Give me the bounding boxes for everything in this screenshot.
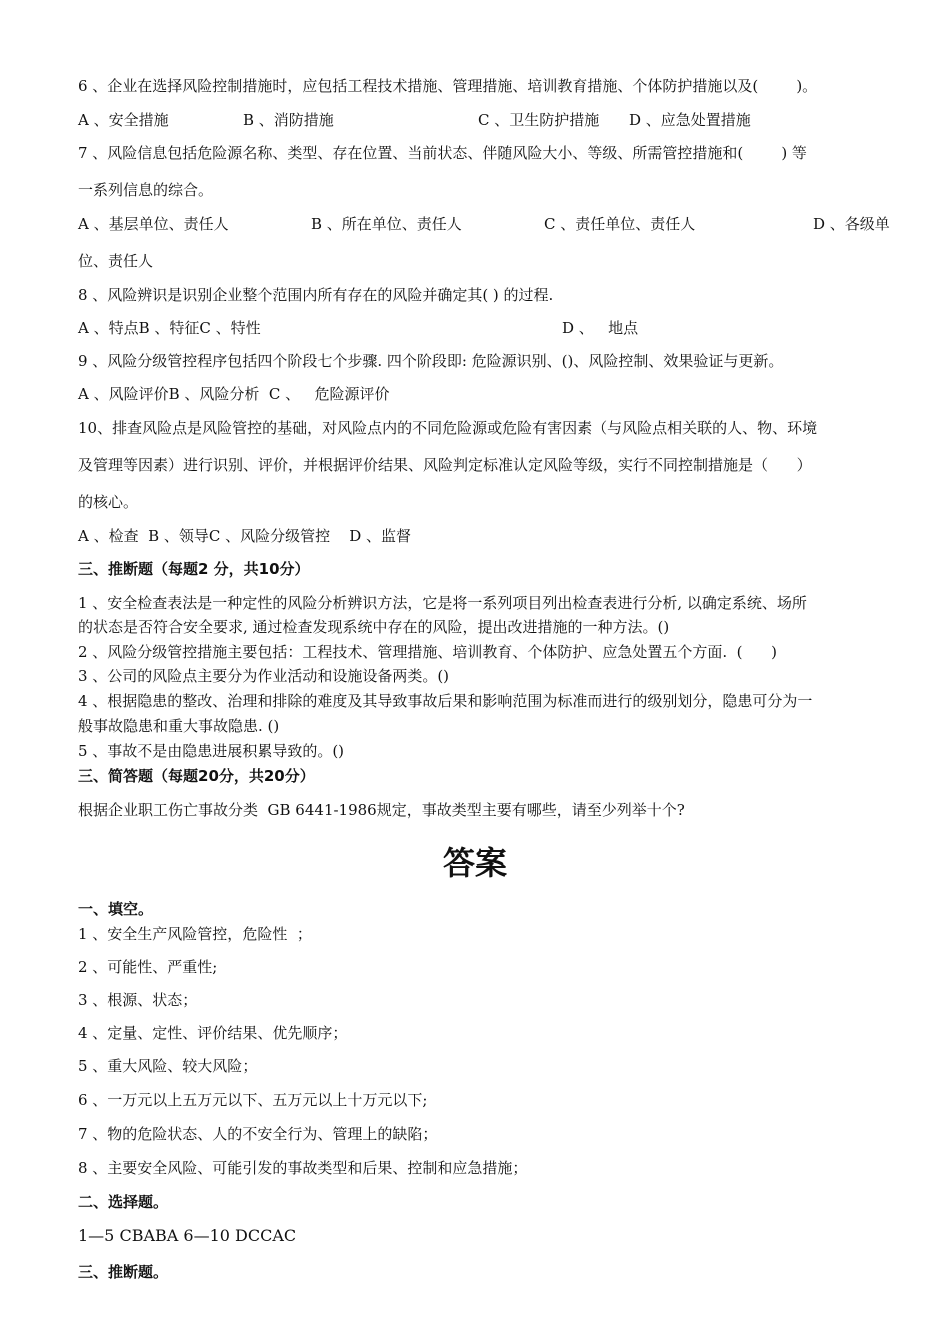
q9-options: A 、风险评价B 、风险分析 C 、 危险源评价 — [78, 385, 390, 403]
judgement-item: 2 、风险分级管控措施主要包括：工程技术、管理措施、培训教育、个体防护、应急处置五个方面. ( ) — [78, 643, 777, 661]
short-answer-question: 根据企业职工伤亡事故分类 GB 6441-1986规定，事故类型主要有哪些，请至少列举十个? — [78, 801, 685, 819]
q7-option-d: D 、各级单 — [813, 215, 890, 233]
fill-answers-heading: 一、填空。 — [78, 900, 154, 918]
fill-answer: 4 、定量、定性、评价结果、优先顺序； — [78, 1024, 348, 1042]
q6-option-a: A 、安全措施 — [78, 111, 169, 129]
q6-stem: 6 、企业在选择风险控制措施时，应包括工程技术措施、管理措施、培训教育措施、个体防护措施以及( )。 — [78, 77, 818, 95]
q7-option-d-continued: 位、责任人 — [78, 252, 154, 270]
fill-answer: 1 、安全生产风险管控，危险性 ； — [78, 925, 312, 943]
judgement-item: 的状态是否符合安全要求, 通过检查发现系统中存在的风险，提出改进措施的一种方法。() — [78, 618, 670, 636]
fill-answer: 3 、根源、状态； — [78, 991, 198, 1009]
q10-stem-line1: 10、排查风险点是风险管控的基础，对风险点内的不同危险源或危险有害因素（与风险点相关联的人、物、环境 — [78, 419, 818, 437]
q6-option-d: D 、应急处置措施 — [629, 111, 751, 129]
q10-stem-line2: 及管理等因素）进行识别、评价，并根据评价结果、风险判定标准认定风险等级，实行不同控制措施是（ ） — [78, 456, 812, 474]
judgement-item: 5 、事故不是由隐患进展积累导致的。() — [78, 742, 345, 760]
q9-stem: 9 、风险分级管控程序包括四个阶段七个步骤. 四个阶段即: 危险源识别、()、风险控制、效果验证与更新。 — [78, 352, 784, 370]
judgement-heading: 三、推断题（每题2 分，共10分） — [78, 560, 310, 578]
q7-option-b: B 、所在单位、责任人 — [311, 215, 462, 233]
judgement-item: 般事故隐患和重大事故隐患. () — [78, 717, 280, 735]
judgement-item: 1 、安全检查表法是一种定性的风险分析辨识方法，它是将一系列项目列出检查表进行分析, 以确定系统、场所 — [78, 594, 807, 612]
choice-answers-heading: 二、选择题。 — [78, 1193, 169, 1211]
choice-answers: 1—5 CBABA 6—10 DCCAC — [78, 1226, 297, 1245]
fill-answer: 8 、主要安全风险、可能引发的事故类型和后果、控制和应急措施； — [78, 1159, 528, 1177]
q7-option-c: C 、责任单位、责任人 — [544, 215, 696, 233]
q10-options: A 、检查 B 、领导C 、风险分级管控 D 、监督 — [78, 527, 412, 545]
q7-stem-line1: 7 、风险信息包括危险源名称、类型、存在位置、当前状态、伴随风险大小、等级、所需管控措施和( ) 等 — [78, 144, 807, 162]
q8-stem: 8 、风险辨识是识别企业整个范围内所有存在的风险并确定其( ) 的过程. — [78, 286, 554, 304]
judgement-answers-heading: 三、推断题。 — [78, 1263, 169, 1281]
judgement-item: 3 、公司的风险点主要分为作业活动和设施设备两类。() — [78, 667, 450, 685]
fill-answer: 6 、一万元以上五万元以下、五万元以上十万元以下; — [78, 1091, 428, 1109]
answers-title: 答案 — [442, 844, 507, 882]
fill-answer: 2 、可能性、严重性; — [78, 958, 218, 976]
fill-answer: 7 、物的危险状态、人的不安全行为、管理上的缺陷； — [78, 1125, 438, 1143]
q8-option-d: D 、 地点 — [562, 319, 639, 337]
q7-option-a: A 、基层单位、责任人 — [78, 215, 229, 233]
q10-stem-line3: 的核心。 — [78, 493, 139, 511]
q6-option-b: B 、消防措施 — [243, 111, 334, 129]
q8-options-abc: A 、特点B 、特征C 、特性 — [78, 319, 261, 337]
q7-stem-line2: 一系列信息的综合。 — [78, 181, 214, 199]
short-answer-heading: 三、简答题（每题20分，共20分） — [78, 767, 315, 785]
fill-answer: 5 、重大风险、较大风险； — [78, 1057, 258, 1075]
judgement-item: 4 、根据隐患的整改、治理和排除的难度及其导致事故后果和影响范围为标准而进行的级别划分，隐患可分为一 — [78, 692, 813, 710]
q6-option-c: C 、卫生防护措施 — [478, 111, 600, 129]
